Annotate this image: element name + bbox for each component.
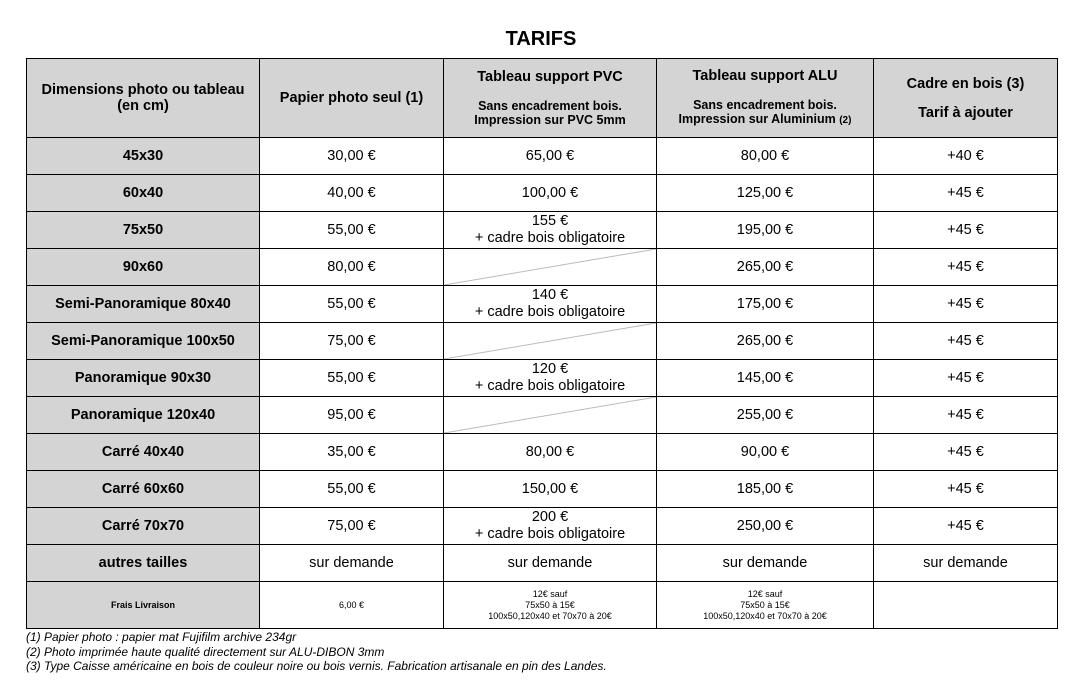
- table-header-row: [27, 59, 1058, 138]
- shipping-pvc: [444, 582, 657, 629]
- alu-price-cell: 250,00 €: [657, 508, 874, 545]
- dimension-cell: Panoramique 120x40: [27, 397, 260, 434]
- alu-price-cell: 90,00 €: [657, 434, 874, 471]
- alu-price-cell: 145,00 €: [657, 360, 874, 397]
- pvc-frame-note: + cadre bois obligatoire: [474, 526, 626, 542]
- table-row: [27, 471, 1058, 508]
- alu-price-cell: 125,00 €: [657, 175, 874, 212]
- wood-frame-price-cell: +45 €: [874, 434, 1058, 471]
- shipping-wood: [874, 582, 1058, 629]
- wood-frame-price-cell: +45 €: [874, 212, 1058, 249]
- alu-price-cell: 265,00 €: [657, 323, 874, 360]
- header-pvc: Tableau support PVC Sans encadrement bois. Impression sur PVC 5mm: [444, 59, 657, 138]
- alu-price-cell: 175,00 €: [657, 286, 874, 323]
- header-wood-frame: Cadre en bois (3) Tarif à ajouter: [874, 59, 1058, 138]
- wood-frame-price-cell: +45 €: [874, 397, 1058, 434]
- wood-frame-price-cell: +45 €: [874, 508, 1058, 545]
- dimension-cell: Semi-Panoramique 100x50: [27, 323, 260, 360]
- pvc-frame-note: + cadre bois obligatoire: [474, 378, 626, 394]
- dimension-cell: 75x50: [27, 212, 260, 249]
- page-title: TARIFS: [505, 28, 577, 50]
- pvc-price: 140 €: [531, 287, 569, 303]
- footnote-3: (3) Type Caisse américaine en bois de couleur noire ou bois vernis. Fabrication artisanale en pin des Landes.: [26, 659, 607, 673]
- table-row: [27, 545, 1058, 582]
- pvc-price-cell: [444, 508, 657, 545]
- wood-frame-price-cell: +40 €: [874, 138, 1058, 175]
- diagonal-strike: [444, 249, 656, 285]
- wood-frame-price-cell: +45 €: [874, 471, 1058, 508]
- wood-frame-price-cell: +45 €: [874, 249, 1058, 286]
- paper-price-cell: 35,00 €: [260, 434, 444, 471]
- alu-price-cell: 255,00 €: [657, 397, 874, 434]
- pvc-unavailable-cell: [444, 397, 657, 434]
- shipping-line: 12€ sauf: [532, 588, 568, 599]
- dimension-cell: 60x40: [27, 175, 260, 212]
- alu-price-cell: sur demande: [657, 545, 874, 582]
- dimension-cell: Semi-Panoramique 80x40: [27, 286, 260, 323]
- alu-price-cell: 265,00 €: [657, 249, 874, 286]
- pvc-price: 155 €: [531, 213, 569, 229]
- table-row: [27, 138, 1058, 175]
- table-row: [27, 286, 1058, 323]
- shipping-line: 75x50 à 15€: [525, 599, 575, 610]
- paper-price-cell: 30,00 €: [260, 138, 444, 175]
- header-alu: Tableau support ALU Sans encadrement bois. Impression sur Aluminium (2): [657, 59, 874, 138]
- header-dimensions: Dimensions photo ou tableau (en cm): [27, 59, 260, 138]
- table-row: [27, 175, 1058, 212]
- table-row: [27, 360, 1058, 397]
- alu-price-cell: 185,00 €: [657, 471, 874, 508]
- table-row: [27, 434, 1058, 471]
- pvc-price-cell: [444, 360, 657, 397]
- alu-price-cell: 80,00 €: [657, 138, 874, 175]
- pvc-price-cell: [444, 212, 657, 249]
- dimension-cell: autres tailles: [27, 545, 260, 582]
- pvc-price-cell: 100,00 €: [444, 175, 657, 212]
- diagonal-strike: [444, 323, 656, 359]
- pvc-price: 200 €: [531, 509, 569, 525]
- table-row: [27, 323, 1058, 360]
- table-row: [27, 212, 1058, 249]
- shipping-line: 100x50,120x40 et 70x70 à 20€: [488, 610, 612, 621]
- dimension-cell: Carré 40x40: [27, 434, 260, 471]
- paper-price-cell: 55,00 €: [260, 360, 444, 397]
- table-row: [27, 397, 1058, 434]
- wood-frame-price-cell: +45 €: [874, 360, 1058, 397]
- shipping-paper: 6,00 €: [260, 582, 444, 629]
- pvc-price-cell: 150,00 €: [444, 471, 657, 508]
- shipping-label: Frais Livraison: [27, 582, 260, 629]
- shipping-line: 75x50 à 15€: [740, 599, 790, 610]
- pvc-price-cell: [444, 286, 657, 323]
- diagonal-strike: [444, 397, 656, 433]
- table-row: [27, 508, 1058, 545]
- shipping-row: [27, 582, 1058, 629]
- price-table: [26, 58, 1058, 629]
- wood-frame-price-cell: +45 €: [874, 286, 1058, 323]
- alu-price-cell: 195,00 €: [657, 212, 874, 249]
- header-paper: Papier photo seul (1): [260, 59, 444, 138]
- footnote-1: (1) Papier photo : papier mat Fujifilm archive 234gr: [26, 630, 297, 644]
- pvc-frame-note: + cadre bois obligatoire: [474, 230, 626, 246]
- shipping-alu: [657, 582, 874, 629]
- pvc-price-cell: sur demande: [444, 545, 657, 582]
- dimension-cell: Panoramique 90x30: [27, 360, 260, 397]
- wood-frame-price-cell: +45 €: [874, 323, 1058, 360]
- dimension-cell: 90x60: [27, 249, 260, 286]
- paper-price-cell: 95,00 €: [260, 397, 444, 434]
- shipping-line: 100x50,120x40 et 70x70 à 20€: [703, 610, 827, 621]
- paper-price-cell: 55,00 €: [260, 286, 444, 323]
- paper-price-cell: 55,00 €: [260, 212, 444, 249]
- footnotes: [26, 630, 607, 674]
- paper-price-cell: 75,00 €: [260, 508, 444, 545]
- dimension-cell: Carré 60x60: [27, 471, 260, 508]
- paper-price-cell: 40,00 €: [260, 175, 444, 212]
- wood-frame-price-cell: sur demande: [874, 545, 1058, 582]
- dimension-cell: Carré 70x70: [27, 508, 260, 545]
- paper-price-cell: 55,00 €: [260, 471, 444, 508]
- pvc-frame-note: + cadre bois obligatoire: [474, 304, 626, 320]
- dimension-cell: 45x30: [27, 138, 260, 175]
- table-row: [27, 249, 1058, 286]
- pvc-price: 120 €: [531, 361, 569, 377]
- pvc-price-cell: 80,00 €: [444, 434, 657, 471]
- wood-frame-price-cell: +45 €: [874, 175, 1058, 212]
- shipping-line: 12€ sauf: [747, 588, 783, 599]
- pvc-unavailable-cell: [444, 323, 657, 360]
- pvc-price-cell: 65,00 €: [444, 138, 657, 175]
- paper-price-cell: sur demande: [260, 545, 444, 582]
- pvc-unavailable-cell: [444, 249, 657, 286]
- footnote-2: (2) Photo imprimée haute qualité directement sur ALU-DIBON 3mm: [26, 644, 385, 659]
- paper-price-cell: 75,00 €: [260, 323, 444, 360]
- paper-price-cell: 80,00 €: [260, 249, 444, 286]
